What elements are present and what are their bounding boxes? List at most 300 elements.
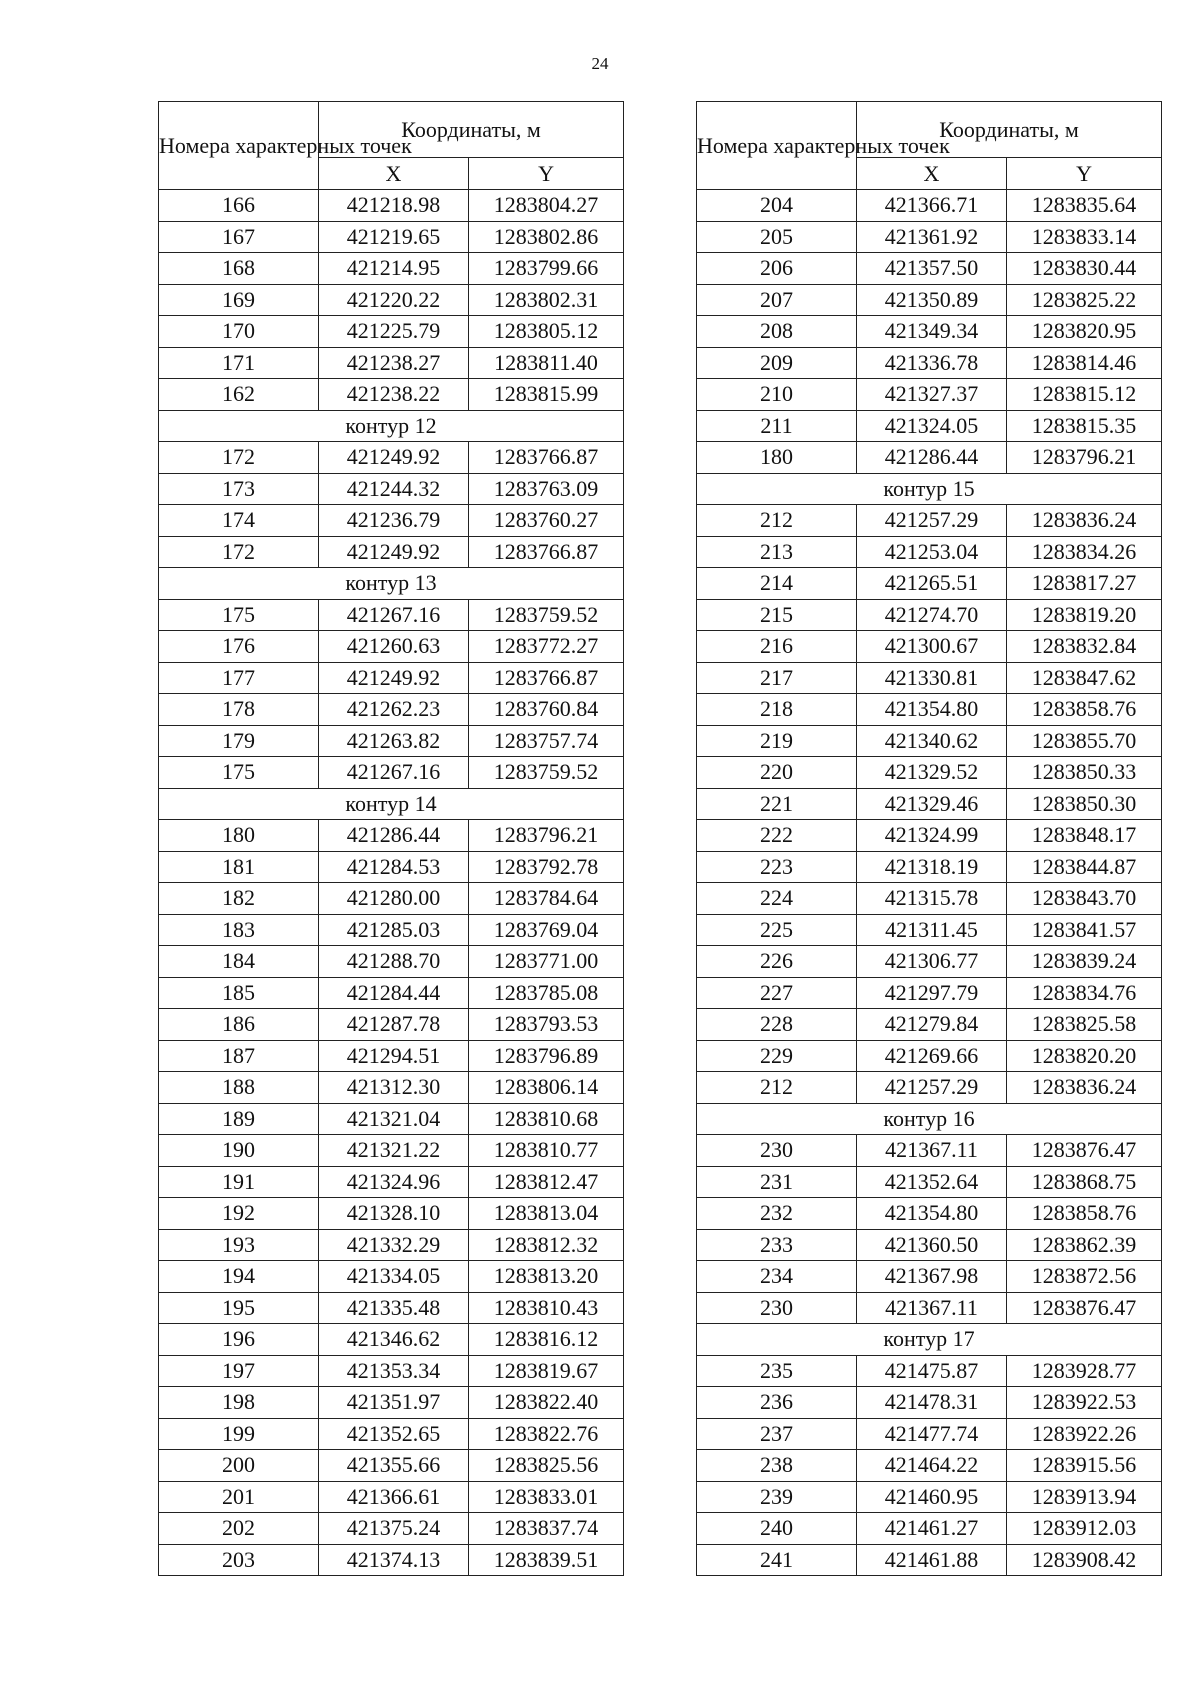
coordinates-table-left xyxy=(158,101,624,1576)
x-coordinate-cell: 421279.84 xyxy=(857,1009,1007,1041)
table-row xyxy=(159,1292,624,1324)
table-row xyxy=(697,284,1162,316)
x-coordinate-cell: 421355.66 xyxy=(319,1450,469,1482)
point-number-cell: 188 xyxy=(159,1072,319,1104)
x-coordinate-cell: 421351.97 xyxy=(319,1387,469,1419)
y-coordinate-cell: 1283802.86 xyxy=(469,221,624,253)
page-number: 24 xyxy=(591,54,609,73)
table-row xyxy=(697,1072,1162,1104)
x-coordinate-cell: 421353.34 xyxy=(319,1355,469,1387)
y-coordinate-cell: 1283868.75 xyxy=(1007,1166,1162,1198)
x-coordinate-cell: 421330.81 xyxy=(857,662,1007,694)
point-number-cell: 173 xyxy=(159,473,319,505)
table-row xyxy=(159,505,624,537)
point-number-cell: 231 xyxy=(697,1166,857,1198)
header-coordinates: Координаты, м xyxy=(857,102,1162,158)
table-row xyxy=(697,410,1162,442)
point-number-cell: 189 xyxy=(159,1103,319,1135)
point-number-cell: 180 xyxy=(697,442,857,474)
point-number-cell: 202 xyxy=(159,1513,319,1545)
contour-row xyxy=(697,1103,1162,1135)
y-coordinate-cell: 1283862.39 xyxy=(1007,1229,1162,1261)
table-row xyxy=(697,1355,1162,1387)
point-number-cell: 168 xyxy=(159,253,319,285)
table-row xyxy=(697,442,1162,474)
y-coordinate-cell: 1283757.74 xyxy=(469,725,624,757)
y-coordinate-cell: 1283769.04 xyxy=(469,914,624,946)
point-number-cell: 232 xyxy=(697,1198,857,1230)
y-coordinate-cell: 1283816.12 xyxy=(469,1324,624,1356)
y-coordinate-cell: 1283812.47 xyxy=(469,1166,624,1198)
table-row xyxy=(159,1544,624,1576)
table-row xyxy=(697,1198,1162,1230)
table-row xyxy=(159,379,624,411)
contour-label: контур 17 xyxy=(697,1324,1162,1356)
y-coordinate-cell: 1283810.77 xyxy=(469,1135,624,1167)
table-row xyxy=(159,284,624,316)
table-row xyxy=(159,253,624,285)
x-coordinate-cell: 421312.30 xyxy=(319,1072,469,1104)
y-coordinate-cell: 1283908.42 xyxy=(1007,1544,1162,1576)
table-row xyxy=(159,442,624,474)
x-coordinate-cell: 421297.79 xyxy=(857,977,1007,1009)
y-coordinate-cell: 1283876.47 xyxy=(1007,1292,1162,1324)
table-row xyxy=(697,883,1162,915)
point-number-cell: 187 xyxy=(159,1040,319,1072)
table-row xyxy=(159,883,624,915)
table-row xyxy=(697,946,1162,978)
x-coordinate-cell: 421334.05 xyxy=(319,1261,469,1293)
point-number-cell: 239 xyxy=(697,1481,857,1513)
x-coordinate-cell: 421321.22 xyxy=(319,1135,469,1167)
table-row xyxy=(697,977,1162,1009)
table-row xyxy=(697,253,1162,285)
y-coordinate-cell: 1283836.24 xyxy=(1007,505,1162,537)
y-coordinate-cell: 1283841.57 xyxy=(1007,914,1162,946)
table-row xyxy=(159,1166,624,1198)
point-number-cell: 182 xyxy=(159,883,319,915)
y-coordinate-cell: 1283836.24 xyxy=(1007,1072,1162,1104)
contour-label: контур 16 xyxy=(697,1103,1162,1135)
table-row xyxy=(159,1009,624,1041)
y-coordinate-cell: 1283825.22 xyxy=(1007,284,1162,316)
table-row xyxy=(159,757,624,789)
x-coordinate-cell: 421257.29 xyxy=(857,1072,1007,1104)
table-row xyxy=(159,1355,624,1387)
contour-label: контур 13 xyxy=(159,568,624,600)
y-coordinate-cell: 1283872.56 xyxy=(1007,1261,1162,1293)
x-coordinate-cell: 421464.22 xyxy=(857,1450,1007,1482)
x-coordinate-cell: 421260.63 xyxy=(319,631,469,663)
y-coordinate-cell: 1283922.26 xyxy=(1007,1418,1162,1450)
x-coordinate-cell: 421265.51 xyxy=(857,568,1007,600)
y-coordinate-cell: 1283772.27 xyxy=(469,631,624,663)
table-row xyxy=(697,505,1162,537)
x-coordinate-cell: 421284.44 xyxy=(319,977,469,1009)
y-coordinate-cell: 1283876.47 xyxy=(1007,1135,1162,1167)
y-coordinate-cell: 1283805.12 xyxy=(469,316,624,348)
y-coordinate-cell: 1283796.21 xyxy=(469,820,624,852)
y-coordinate-cell: 1283844.87 xyxy=(1007,851,1162,883)
point-number-cell: 169 xyxy=(159,284,319,316)
y-coordinate-cell: 1283843.70 xyxy=(1007,883,1162,915)
y-coordinate-cell: 1283858.76 xyxy=(1007,1198,1162,1230)
point-number-cell: 216 xyxy=(697,631,857,663)
x-coordinate-cell: 421284.53 xyxy=(319,851,469,883)
x-coordinate-cell: 421274.70 xyxy=(857,599,1007,631)
point-number-cell: 235 xyxy=(697,1355,857,1387)
y-coordinate-cell: 1283760.84 xyxy=(469,694,624,726)
table-row xyxy=(697,631,1162,663)
table-row xyxy=(697,1450,1162,1482)
table-row xyxy=(159,1418,624,1450)
table-row xyxy=(697,1009,1162,1041)
contour-row xyxy=(697,1324,1162,1356)
point-number-cell: 229 xyxy=(697,1040,857,1072)
x-coordinate-cell: 421280.00 xyxy=(319,883,469,915)
point-number-cell: 217 xyxy=(697,662,857,694)
x-coordinate-cell: 421335.48 xyxy=(319,1292,469,1324)
x-coordinate-cell: 421350.89 xyxy=(857,284,1007,316)
point-number-cell: 180 xyxy=(159,820,319,852)
point-number-cell: 236 xyxy=(697,1387,857,1419)
x-coordinate-cell: 421262.23 xyxy=(319,694,469,726)
x-coordinate-cell: 421478.31 xyxy=(857,1387,1007,1419)
table-row xyxy=(697,599,1162,631)
point-number-cell: 203 xyxy=(159,1544,319,1576)
contour-row xyxy=(159,568,624,600)
table-row xyxy=(697,1229,1162,1261)
table-row xyxy=(159,631,624,663)
x-coordinate-cell: 421361.92 xyxy=(857,221,1007,253)
x-coordinate-cell: 421340.62 xyxy=(857,725,1007,757)
y-coordinate-cell: 1283819.67 xyxy=(469,1355,624,1387)
table-row xyxy=(697,1513,1162,1545)
point-number-cell: 178 xyxy=(159,694,319,726)
x-coordinate-cell: 421475.87 xyxy=(857,1355,1007,1387)
x-coordinate-cell: 421349.34 xyxy=(857,316,1007,348)
y-coordinate-cell: 1283848.17 xyxy=(1007,820,1162,852)
table-body-right xyxy=(697,190,1162,1576)
table-row xyxy=(697,694,1162,726)
x-coordinate-cell: 421244.32 xyxy=(319,473,469,505)
point-number-cell: 208 xyxy=(697,316,857,348)
y-coordinate-cell: 1283915.56 xyxy=(1007,1450,1162,1482)
y-coordinate-cell: 1283820.20 xyxy=(1007,1040,1162,1072)
y-coordinate-cell: 1283785.08 xyxy=(469,977,624,1009)
x-coordinate-cell: 421311.45 xyxy=(857,914,1007,946)
table-row xyxy=(159,1040,624,1072)
y-coordinate-cell: 1283835.64 xyxy=(1007,190,1162,222)
y-coordinate-cell: 1283810.68 xyxy=(469,1103,624,1135)
y-coordinate-cell: 1283804.27 xyxy=(469,190,624,222)
contour-label: контур 15 xyxy=(697,473,1162,505)
point-number-cell: 225 xyxy=(697,914,857,946)
y-coordinate-cell: 1283766.87 xyxy=(469,536,624,568)
table-row xyxy=(159,851,624,883)
table-row xyxy=(697,725,1162,757)
x-coordinate-cell: 421461.88 xyxy=(857,1544,1007,1576)
point-number-cell: 185 xyxy=(159,977,319,1009)
table-row xyxy=(159,725,624,757)
y-coordinate-cell: 1283759.52 xyxy=(469,599,624,631)
point-number-cell: 166 xyxy=(159,190,319,222)
point-number-cell: 201 xyxy=(159,1481,319,1513)
y-coordinate-cell: 1283792.78 xyxy=(469,851,624,883)
table-row xyxy=(697,1387,1162,1419)
y-coordinate-cell: 1283822.40 xyxy=(469,1387,624,1419)
x-coordinate-cell: 421285.03 xyxy=(319,914,469,946)
table-row xyxy=(697,379,1162,411)
y-coordinate-cell: 1283763.09 xyxy=(469,473,624,505)
point-number-cell: 241 xyxy=(697,1544,857,1576)
y-coordinate-cell: 1283839.51 xyxy=(469,1544,624,1576)
point-number-cell: 179 xyxy=(159,725,319,757)
x-coordinate-cell: 421214.95 xyxy=(319,253,469,285)
y-coordinate-cell: 1283766.87 xyxy=(469,442,624,474)
point-number-cell: 218 xyxy=(697,694,857,726)
x-coordinate-cell: 421238.22 xyxy=(319,379,469,411)
point-number-cell: 205 xyxy=(697,221,857,253)
point-number-cell: 234 xyxy=(697,1261,857,1293)
point-number-cell: 183 xyxy=(159,914,319,946)
table-row xyxy=(159,1450,624,1482)
y-coordinate-cell: 1283814.46 xyxy=(1007,347,1162,379)
y-coordinate-cell: 1283822.76 xyxy=(469,1418,624,1450)
contour-row xyxy=(159,410,624,442)
point-number-cell: 171 xyxy=(159,347,319,379)
x-coordinate-cell: 421267.16 xyxy=(319,757,469,789)
table-row xyxy=(697,1292,1162,1324)
header-point-numbers: Номера характерных точек xyxy=(159,102,319,190)
y-coordinate-cell: 1283811.40 xyxy=(469,347,624,379)
point-number-cell: 212 xyxy=(697,505,857,537)
x-coordinate-cell: 421324.05 xyxy=(857,410,1007,442)
point-number-cell: 192 xyxy=(159,1198,319,1230)
y-coordinate-cell: 1283825.58 xyxy=(1007,1009,1162,1041)
point-number-cell: 228 xyxy=(697,1009,857,1041)
point-number-cell: 177 xyxy=(159,662,319,694)
point-number-cell: 197 xyxy=(159,1355,319,1387)
table-row xyxy=(697,190,1162,222)
x-coordinate-cell: 421269.66 xyxy=(857,1040,1007,1072)
x-coordinate-cell: 421306.77 xyxy=(857,946,1007,978)
point-number-cell: 193 xyxy=(159,1229,319,1261)
y-coordinate-cell: 1283760.27 xyxy=(469,505,624,537)
x-coordinate-cell: 421367.11 xyxy=(857,1135,1007,1167)
point-number-cell: 220 xyxy=(697,757,857,789)
x-coordinate-cell: 421219.65 xyxy=(319,221,469,253)
table-row xyxy=(697,1040,1162,1072)
table-row xyxy=(697,1481,1162,1513)
contour-row xyxy=(697,473,1162,505)
point-number-cell: 230 xyxy=(697,1292,857,1324)
table-row xyxy=(159,1198,624,1230)
y-coordinate-cell: 1283834.76 xyxy=(1007,977,1162,1009)
point-number-cell: 200 xyxy=(159,1450,319,1482)
table-row xyxy=(159,1481,624,1513)
contour-label: контур 14 xyxy=(159,788,624,820)
table-row xyxy=(697,1418,1162,1450)
coordinates-table-right xyxy=(696,101,1162,1576)
y-coordinate-cell: 1283802.31 xyxy=(469,284,624,316)
x-coordinate-cell: 421300.67 xyxy=(857,631,1007,663)
point-number-cell: 223 xyxy=(697,851,857,883)
point-number-cell: 195 xyxy=(159,1292,319,1324)
table-row xyxy=(159,1261,624,1293)
x-coordinate-cell: 421249.92 xyxy=(319,442,469,474)
y-coordinate-cell: 1283837.74 xyxy=(469,1513,624,1545)
point-number-cell: 184 xyxy=(159,946,319,978)
point-number-cell: 172 xyxy=(159,442,319,474)
x-coordinate-cell: 421294.51 xyxy=(319,1040,469,1072)
table-row xyxy=(697,221,1162,253)
x-coordinate-cell: 421218.98 xyxy=(319,190,469,222)
point-number-cell: 210 xyxy=(697,379,857,411)
point-number-cell: 209 xyxy=(697,347,857,379)
point-number-cell: 194 xyxy=(159,1261,319,1293)
y-coordinate-cell: 1283839.24 xyxy=(1007,946,1162,978)
x-coordinate-cell: 421460.95 xyxy=(857,1481,1007,1513)
y-coordinate-cell: 1283850.33 xyxy=(1007,757,1162,789)
point-number-cell: 230 xyxy=(697,1135,857,1167)
y-coordinate-cell: 1283834.26 xyxy=(1007,536,1162,568)
table-row xyxy=(159,536,624,568)
x-coordinate-cell: 421366.71 xyxy=(857,190,1007,222)
table-row xyxy=(159,347,624,379)
table-row xyxy=(697,662,1162,694)
x-coordinate-cell: 421360.50 xyxy=(857,1229,1007,1261)
y-coordinate-cell: 1283815.35 xyxy=(1007,410,1162,442)
y-coordinate-cell: 1283806.14 xyxy=(469,1072,624,1104)
x-coordinate-cell: 421346.62 xyxy=(319,1324,469,1356)
x-coordinate-cell: 421336.78 xyxy=(857,347,1007,379)
table-row xyxy=(697,536,1162,568)
y-coordinate-cell: 1283833.14 xyxy=(1007,221,1162,253)
point-number-cell: 224 xyxy=(697,883,857,915)
x-coordinate-cell: 421287.78 xyxy=(319,1009,469,1041)
table-row xyxy=(159,1135,624,1167)
table-row xyxy=(697,1135,1162,1167)
x-coordinate-cell: 421315.78 xyxy=(857,883,1007,915)
y-coordinate-cell: 1283830.44 xyxy=(1007,253,1162,285)
point-number-cell: 191 xyxy=(159,1166,319,1198)
point-number-cell: 206 xyxy=(697,253,857,285)
x-coordinate-cell: 421257.29 xyxy=(857,505,1007,537)
y-coordinate-cell: 1283820.95 xyxy=(1007,316,1162,348)
point-number-cell: 175 xyxy=(159,757,319,789)
table-row xyxy=(697,568,1162,600)
table-row xyxy=(697,820,1162,852)
point-number-cell: 221 xyxy=(697,788,857,820)
point-number-cell: 222 xyxy=(697,820,857,852)
table-row xyxy=(159,1324,624,1356)
x-coordinate-cell: 421249.92 xyxy=(319,662,469,694)
header-point-numbers: Номера характерных точек xyxy=(697,102,857,190)
x-coordinate-cell: 421329.46 xyxy=(857,788,1007,820)
point-number-cell: 196 xyxy=(159,1324,319,1356)
header-coordinates: Координаты, м xyxy=(319,102,624,158)
y-coordinate-cell: 1283913.94 xyxy=(1007,1481,1162,1513)
point-number-cell: 162 xyxy=(159,379,319,411)
y-coordinate-cell: 1283847.62 xyxy=(1007,662,1162,694)
point-number-cell: 190 xyxy=(159,1135,319,1167)
point-number-cell: 219 xyxy=(697,725,857,757)
contour-row xyxy=(159,788,624,820)
y-coordinate-cell: 1283810.43 xyxy=(469,1292,624,1324)
table-row xyxy=(159,190,624,222)
x-coordinate-cell: 421352.64 xyxy=(857,1166,1007,1198)
y-coordinate-cell: 1283796.21 xyxy=(1007,442,1162,474)
x-coordinate-cell: 421329.52 xyxy=(857,757,1007,789)
table-row xyxy=(697,1166,1162,1198)
point-number-cell: 181 xyxy=(159,851,319,883)
table-row xyxy=(697,788,1162,820)
x-coordinate-cell: 421461.27 xyxy=(857,1513,1007,1545)
point-number-cell: 175 xyxy=(159,599,319,631)
y-coordinate-cell: 1283784.64 xyxy=(469,883,624,915)
x-coordinate-cell: 421367.11 xyxy=(857,1292,1007,1324)
point-number-cell: 215 xyxy=(697,599,857,631)
table-row xyxy=(159,694,624,726)
table-row xyxy=(697,1261,1162,1293)
table-row xyxy=(697,914,1162,946)
y-coordinate-cell: 1283850.30 xyxy=(1007,788,1162,820)
y-coordinate-cell: 1283759.52 xyxy=(469,757,624,789)
y-coordinate-cell: 1283825.56 xyxy=(469,1450,624,1482)
point-number-cell: 214 xyxy=(697,568,857,600)
y-coordinate-cell: 1283832.84 xyxy=(1007,631,1162,663)
point-number-cell: 172 xyxy=(159,536,319,568)
table-row xyxy=(159,946,624,978)
y-coordinate-cell: 1283833.01 xyxy=(469,1481,624,1513)
point-number-cell: 238 xyxy=(697,1450,857,1482)
x-coordinate-cell: 421249.92 xyxy=(319,536,469,568)
x-coordinate-cell: 421263.82 xyxy=(319,725,469,757)
table-row xyxy=(159,977,624,1009)
point-number-cell: 170 xyxy=(159,316,319,348)
y-coordinate-cell: 1283815.12 xyxy=(1007,379,1162,411)
point-number-cell: 199 xyxy=(159,1418,319,1450)
point-number-cell: 211 xyxy=(697,410,857,442)
x-coordinate-cell: 421286.44 xyxy=(319,820,469,852)
point-number-cell: 213 xyxy=(697,536,857,568)
contour-label: контур 12 xyxy=(159,410,624,442)
table-row xyxy=(697,316,1162,348)
y-coordinate-cell: 1283922.53 xyxy=(1007,1387,1162,1419)
table-row xyxy=(159,820,624,852)
x-coordinate-cell: 421354.80 xyxy=(857,1198,1007,1230)
table-row xyxy=(159,1103,624,1135)
x-coordinate-cell: 421267.16 xyxy=(319,599,469,631)
table-row xyxy=(697,757,1162,789)
y-coordinate-cell: 1283912.03 xyxy=(1007,1513,1162,1545)
x-coordinate-cell: 421288.70 xyxy=(319,946,469,978)
y-coordinate-cell: 1283928.77 xyxy=(1007,1355,1162,1387)
x-coordinate-cell: 421332.29 xyxy=(319,1229,469,1261)
y-coordinate-cell: 1283793.53 xyxy=(469,1009,624,1041)
table-row xyxy=(159,221,624,253)
point-number-cell: 212 xyxy=(697,1072,857,1104)
table-row xyxy=(159,316,624,348)
point-number-cell: 176 xyxy=(159,631,319,663)
x-coordinate-cell: 421238.27 xyxy=(319,347,469,379)
y-coordinate-cell: 1283819.20 xyxy=(1007,599,1162,631)
table-row xyxy=(159,1229,624,1261)
header-y: Y xyxy=(469,158,624,190)
point-number-cell: 237 xyxy=(697,1418,857,1450)
x-coordinate-cell: 421321.04 xyxy=(319,1103,469,1135)
